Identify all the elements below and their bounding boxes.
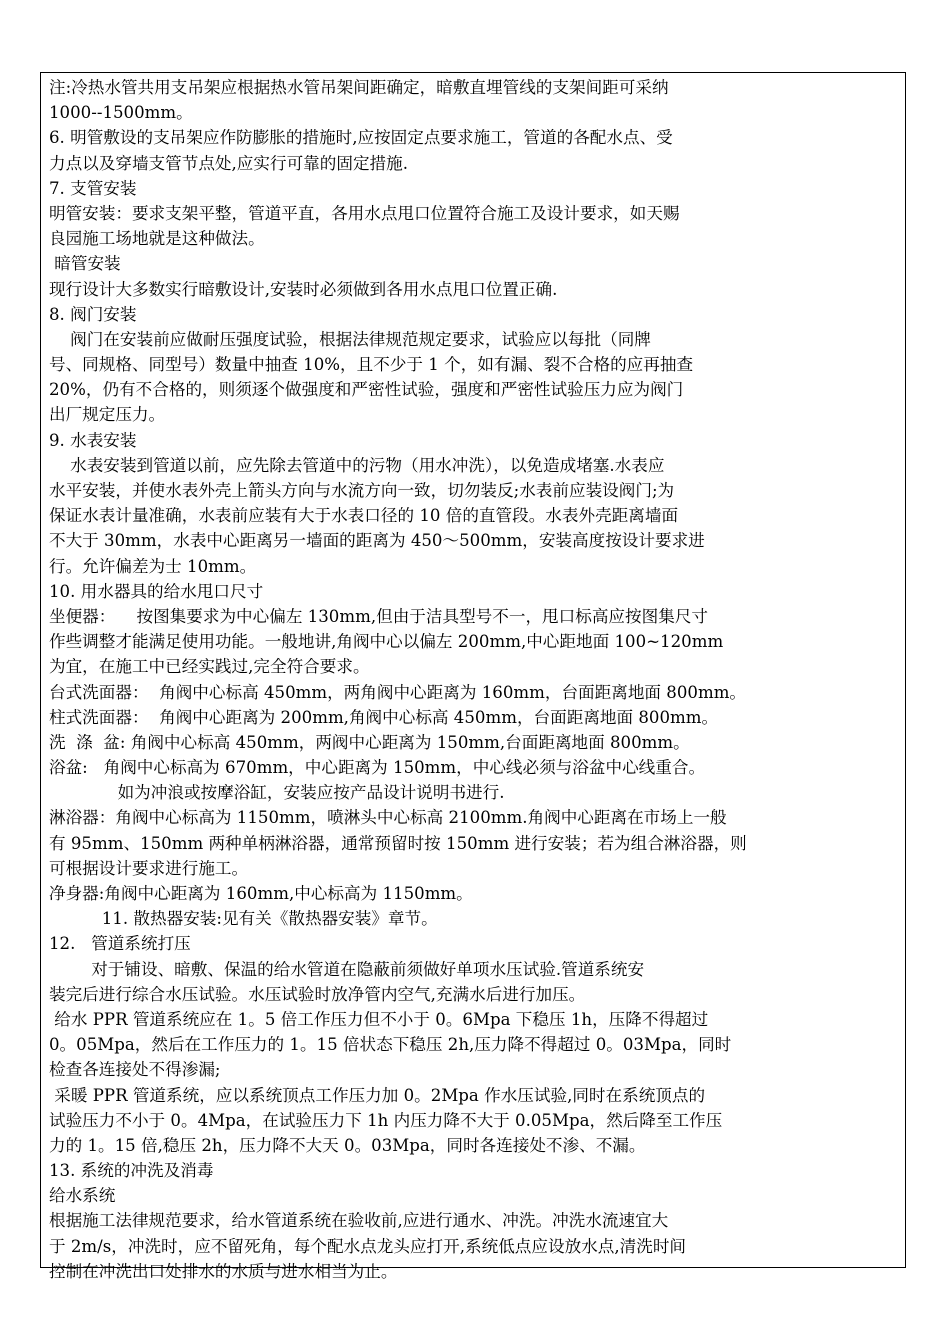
text-line: 根据施工法律规范要求，给水管道系统在验收前,应进行通水、冲洗。冲洗水流速宜大 [49, 1211, 669, 1231]
text-line: 检查各连接处不得渗漏; [49, 1060, 221, 1080]
text-line: 号、同规格、同型号）数量中抽查 10%，且不少于 1 个，如有漏、裂不合格的应再抽查 [49, 355, 694, 375]
text-line: 坐便器： 按图集要求为中心偏左 130mm,但由于洁具型号不一，甩口标高应按图集尺寸 [49, 606, 708, 626]
section-heading: 11. 散热器安装:见有关《散热器安装》章节。 [49, 909, 438, 929]
document-body [40, 72, 906, 1281]
text-line: 有 95mm、150mm 两种单柄淋浴器，通常预留时按 150mm 进行安装；若为组合淋浴器，则 [49, 833, 747, 853]
text-line: 0。05Mpa，然后在工作压力的 1。15 倍状态下稳压 2h,压力降不得超过 0。03Mpa，同时 [49, 1035, 732, 1055]
text-line: 良园施工场地就是这种做法。 [49, 229, 265, 249]
subsection-heading: 给水系统 [49, 1186, 116, 1206]
text-line: 浴盆: 角阀中心标高为 670mm，中心距离为 150mm，中心线必须与浴盆中心线重合。 [49, 758, 706, 778]
section-heading: 8. 阀门安装 [49, 304, 137, 324]
section-heading: 10. 用水器具的给水甩口尺寸 [49, 581, 264, 601]
text-line: 控制在冲洗出口处排水的水质与进水相当为止。 [49, 1261, 398, 1281]
text-line: 阀门在安装前应做耐压强度试验，根据法律规范规定要求，试验应以每批（同牌 [49, 329, 651, 349]
text-line: 行。允许偏差为士 10mm。 [49, 556, 257, 576]
text-line: 明管安装：要求支架平整，管道平直，各用水点甩口位置符合施工及设计要求，如天赐 [49, 203, 680, 223]
text-line: 净身器:角阀中心距离为 160mm,中心标高为 1150mm。 [49, 884, 473, 903]
text-line: 试验压力不小于 0。4Mpa，在试验压力下 1h 内压力降不大于 0.05Mpa，然后降至工作压 [49, 1110, 723, 1130]
section-heading: 13. 系统的冲洗及消毒 [49, 1161, 214, 1181]
text-line: 柱式洗面器： 角阀中心距离为 200mm,角阀中心标高 450mm，台面距离地面 800mm。 [49, 707, 719, 727]
text-line: 力点以及穿墙支管节点处,应实行可靠的固定措施. [49, 153, 409, 173]
section-heading: 12. 管道系统打压 [49, 934, 191, 954]
text-line: 淋浴器：角阀中心标高为 1150mm，喷淋头中心标高 2100mm.角阀中心距离在市场上一般 [49, 808, 727, 828]
text-line: 洗 涤 盆: 角阀中心标高 450mm，两阀中心距离为 150mm,台面距离地面 800mm。 [49, 732, 690, 752]
text-line: 采暖 PPR 管道系统，应以系统顶点工作压力加 0。2Mpa 作水压试验,同时在系统顶点的 [49, 1085, 706, 1105]
text-line: 作些调整才能满足使用功能。一般地讲,角阀中心以偏左 200mm,中心距地面 100~120mm [49, 632, 724, 652]
text-line: 注:冷热水管共用支吊架应根据热水管吊架间距确定，暗敷直埋管线的支架间距可采纳 [49, 78, 669, 97]
text-line: 装完后进行综合水压试验。水压试验时放净管内空气,充满水后进行加压。 [49, 984, 586, 1004]
text-line: 1000--1500mm。 [49, 103, 193, 123]
text-line: 6. 明管敷设的支吊架应作防膨胀的措施时,应按固定点要求施工，管道的各配水点、受 [49, 128, 673, 148]
text-line: 水表安装到管道以前，应先除去管道中的污物（用水冲洗），以免造成堵塞.水表应 [49, 455, 665, 475]
text-line: 保证水表计量准确，水表前应装有大于水表口径的 10 倍的直管段。水表外壳距离墙面 [49, 506, 679, 526]
text-line: 水平安装，并使水表外壳上箭头方向与水流方向一致，切勿装反;水表前应装设阀门;为 [49, 481, 675, 500]
text-line: 现行设计大多数实行暗敷设计,安装时必须做到各用水点甩口位置正确. [49, 279, 558, 299]
text-line: 20%，仍有不合格的，则须逐个做强度和严密性试验，强度和严密性试验压力应为阀门 [49, 380, 684, 400]
section-heading: 9. 水表安装 [49, 430, 137, 450]
section-heading: 7. 支管安装 [49, 178, 137, 198]
text-line: 力的 1。15 倍,稳压 2h，压力降不大天 0。03Mpa，同时各连接处不渗、不漏。 [49, 1135, 646, 1155]
text-line: 出厂规定压力。 [49, 405, 166, 425]
text-line: 可根据设计要求进行施工。 [49, 858, 249, 878]
text-line: 台式洗面器： 角阀中心标高 450mm，两角阀中心距离为 160mm，台面距离地面 800mm。 [49, 682, 747, 702]
text-line: 不大于 30mm，水表中心距离另一墙面的距离为 450～500mm，安装高度按设计要求进 [49, 531, 705, 551]
text-line: 对于铺设、暗敷、保温的给水管道在隐蔽前须做好单项水压试验.管道系统安 [49, 959, 645, 979]
subsection-heading: 暗管安装 [49, 254, 121, 274]
text-line: 于 2m/s，冲洗时，应不留死角，每个配水点龙头应打开,系统低点应设放水点,清洗时间 [49, 1236, 687, 1256]
text-line: 为宜，在施工中已经实践过,完全符合要求。 [49, 657, 370, 677]
text-line: 给水 PPR 管道系统应在 1。5 倍工作压力但不小于 0。6Mpa 下稳压 1h，压降不得超过 [49, 1009, 709, 1029]
text-line: 如为冲浪或按摩浴缸，安装应按产品设计说明书进行. [49, 783, 505, 803]
